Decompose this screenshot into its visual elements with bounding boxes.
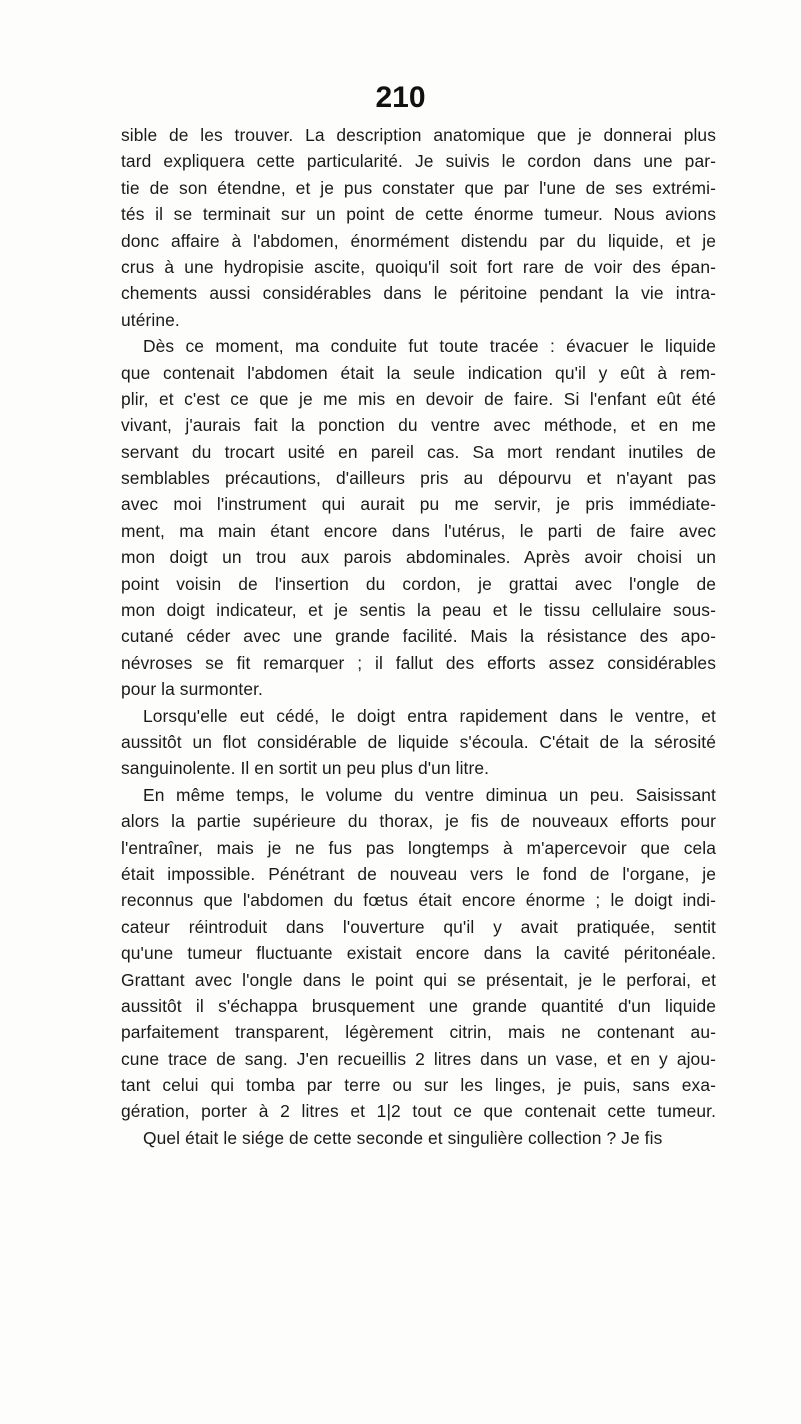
text-line: qu'une tumeur fluctuante existait encore dans la cavité péritonéale. [121, 943, 716, 964]
text-line: alors la partie supérieure du thorax, je fis de nouveaux efforts pour [121, 811, 716, 832]
text-line: aussitôt il s'échappa brusquement une grande quantité d'un liquide [121, 995, 716, 1016]
text-line: servant du trocart usité en pareil cas. Sa mort rendant inutiles de [121, 441, 716, 462]
text-line: tie de son étendne, et je pus constater que par l'une de ses extrémi- [121, 177, 716, 198]
text-line: cutané céder avec une grande facilité. Mais la résistance des apo- [121, 626, 716, 647]
text-line: tant celui qui tomba par terre ou sur les linges, je puis, sans exa- [121, 1075, 716, 1096]
text-line: mon doigt indicateur, et je sentis la peau et le tissu cellulaire sous- [121, 600, 716, 621]
body-text [121, 122, 716, 1151]
text-line: était impossible. Pénétrant de nouveau vers le fond de l'organe, je [121, 863, 716, 884]
text-line: tard expliquera cette particularité. Je suivis le cordon dans une par- [121, 151, 716, 172]
text-line: reconnus que l'abdomen du fœtus était encore énorme ; le doigt indi- [121, 890, 716, 911]
text-line: aussitôt un flot considérable de liquide s'écoula. C'était de la sérosité [121, 731, 716, 752]
page-number: 210 [375, 81, 426, 114]
text-line: mon doigt un trou aux parois abdominales. Après avoir choisi un [121, 547, 716, 568]
text-line: parfaitement transparent, légèrement citrin, mais ne contenant au- [121, 1022, 716, 1043]
text-line: semblables précautions, d'ailleurs pris au dépourvu et n'ayant pas [121, 468, 716, 489]
text-line: pour la surmonter. [121, 679, 263, 700]
text-line: point voisin de l'insertion du cordon, je grattai avec l'ongle de [121, 573, 716, 594]
text-line: que contenait l'abdomen était la seule indication qu'il y eût à rem- [121, 362, 716, 383]
text-line: sible de les trouver. La description anatomique que je donnerai plus [121, 125, 716, 145]
text-line: tés il se terminait sur un point de cette énorme tumeur. Nous avions [121, 204, 716, 225]
text-line: sanguinolente. Il en sortit un peu plus d'un litre. [121, 758, 490, 779]
text-line: Lorsqu'elle eut cédé, le doigt entra rapidement dans le ventre, et [143, 705, 716, 726]
text-line: utérine. [121, 309, 180, 330]
text-line: l'entraîner, mais je ne fus pas longtemps à m'apercevoir que cela [121, 837, 716, 858]
text-line: En même temps, le volume du ventre diminua un peu. Saisissant [143, 784, 716, 805]
text-line: gération, porter à 2 litres et 1|2 tout ce que contenait cette tumeur. [121, 1101, 716, 1122]
text-line: plir, et c'est ce que je me mis en devoir de faire. Si l'enfant eût été [121, 388, 716, 409]
text-line: crus à une hydropisie ascite, quoiqu'il soit fort rare de voir des épan- [121, 256, 716, 277]
text-line: chements aussi considérables dans le péritoine pendant la vie intra- [121, 283, 716, 304]
text-line: cune trace de sang. J'en recueillis 2 litres dans un vase, et en y ajou- [121, 1048, 716, 1069]
text-line: ment, ma main étant encore dans l'utérus, le parti de faire avec [121, 520, 716, 541]
text-line: avec moi l'instrument qui aurait pu me servir, je pris immédiate- [121, 494, 716, 515]
text-line: Quel était le siége de cette seconde et singulière collection ? Je fis [143, 1127, 663, 1148]
text-line: donc affaire à l'abdomen, énormément distendu par du liquide, et je [121, 230, 716, 251]
text-line: névroses se fit remarquer ; il fallut des efforts assez considérables [121, 652, 716, 673]
text-line: Dès ce moment, ma conduite fut toute tracée : évacuer le liquide [143, 336, 716, 357]
text-line: cateur réintroduit dans l'ouverture qu'il y avait pratiquée, sentit [121, 916, 716, 937]
text-line: vivant, j'aurais fait la ponction du ventre avec méthode, et en me [121, 415, 716, 436]
text-line: Grattant avec l'ongle dans le point qui se présentait, je le perforai, et [121, 969, 716, 990]
